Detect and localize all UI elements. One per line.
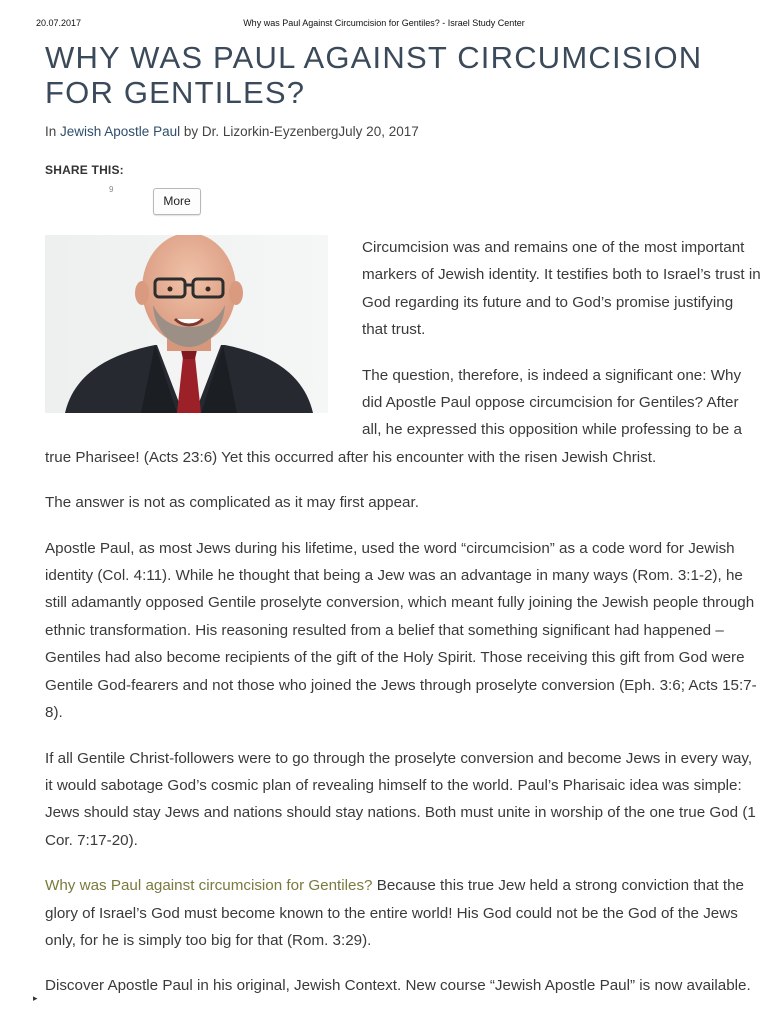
print-date: 20.07.2017 bbox=[36, 18, 82, 28]
article-title: WHY WAS PAUL AGAINST CIRCUMCISION FOR GENTILES? bbox=[45, 40, 703, 110]
byline bbox=[45, 124, 761, 139]
share-count: 9 bbox=[109, 185, 114, 194]
article-self-link[interactable]: Why was Paul against circumcision for Gentiles? bbox=[45, 877, 373, 895]
paragraph-5: If all Gentile Christ-followers were to go through the proselyte conversion and become Jews in every way, it would sabotage God’s cosmic plan of revealing himself to the world. Paul’s Pharisaic idea was simple: Jews should stay Jews and nations should stay nations. Both must unite in worship of the one true God (1 Cor. 7:17-20). bbox=[45, 749, 756, 849]
paragraph-3: The answer is not as complicated as it may first appear. bbox=[45, 494, 419, 512]
paragraph-4: Apostle Paul, as most Jews during his lifetime, used the word “circumcision” as a code word for Jewish identity (Col. 4:11). While he thought that being a Jew was an advantage in many ways (Rom. 3:1-2), he still adamantly opposed Gentile proselyte conversion, which meant fully joining the Jewish people through ethnic transformation. His reasoning resulted from a belief that something significant had happened – Gentiles had also become recipients of the gift of the Holy Spirit. Those receiving this gift from God were Gentile God-fearers and not those who joined the Jews through proselyte conversion (Eph. 3:6; Acts 15:7-8). bbox=[45, 539, 757, 722]
paragraph-1: Circumcision was and remains one of the most important markers of Jewish identity. It testifies both to Israel’s trust in God regarding its future and to God’s promise justifying that trust. bbox=[362, 239, 761, 339]
paragraph-6 bbox=[45, 872, 761, 954]
paragraph-2: The question, therefore, is indeed a significant one: Why did Apostle Paul oppose circumcision for Gentiles? After all, he expressed this opposition while professing to be a true Pharisee! (Acts 23:6) Yet this occurred after his encounter with the risen Jewish Christ. bbox=[45, 366, 742, 466]
article-content bbox=[45, 40, 761, 1018]
paragraph-6-text: Because this true Jew held a strong conviction that the glory of Israel’s God must become known to the entire world! His God could not be the God of the Jews only, for he is simply too big for that (Rom. 3:29). bbox=[45, 877, 744, 949]
paragraph-7: Discover Apostle Paul in his original, Jewish Context. New course “Jewish Apostle Paul” is now available. bbox=[45, 977, 751, 995]
byline-date: July 20, 2017 bbox=[338, 124, 419, 139]
triangle-right-icon: ▸ bbox=[33, 993, 38, 1003]
share-label: SHARE THIS: bbox=[45, 163, 124, 177]
category-link[interactable]: Jewish Apostle Paul bbox=[60, 124, 181, 139]
more-share-button[interactable]: More bbox=[153, 188, 201, 215]
print-header bbox=[0, 18, 768, 32]
byline-in: In bbox=[45, 124, 61, 139]
print-page-title: Why was Paul Against Circumcision for Gentiles? - Israel Study Center bbox=[243, 18, 525, 28]
article-body bbox=[45, 234, 761, 1000]
byline-author: by Dr. Lizorkin-Eyzenberg bbox=[180, 124, 339, 139]
author-photo bbox=[45, 235, 328, 413]
share-row bbox=[45, 187, 761, 219]
